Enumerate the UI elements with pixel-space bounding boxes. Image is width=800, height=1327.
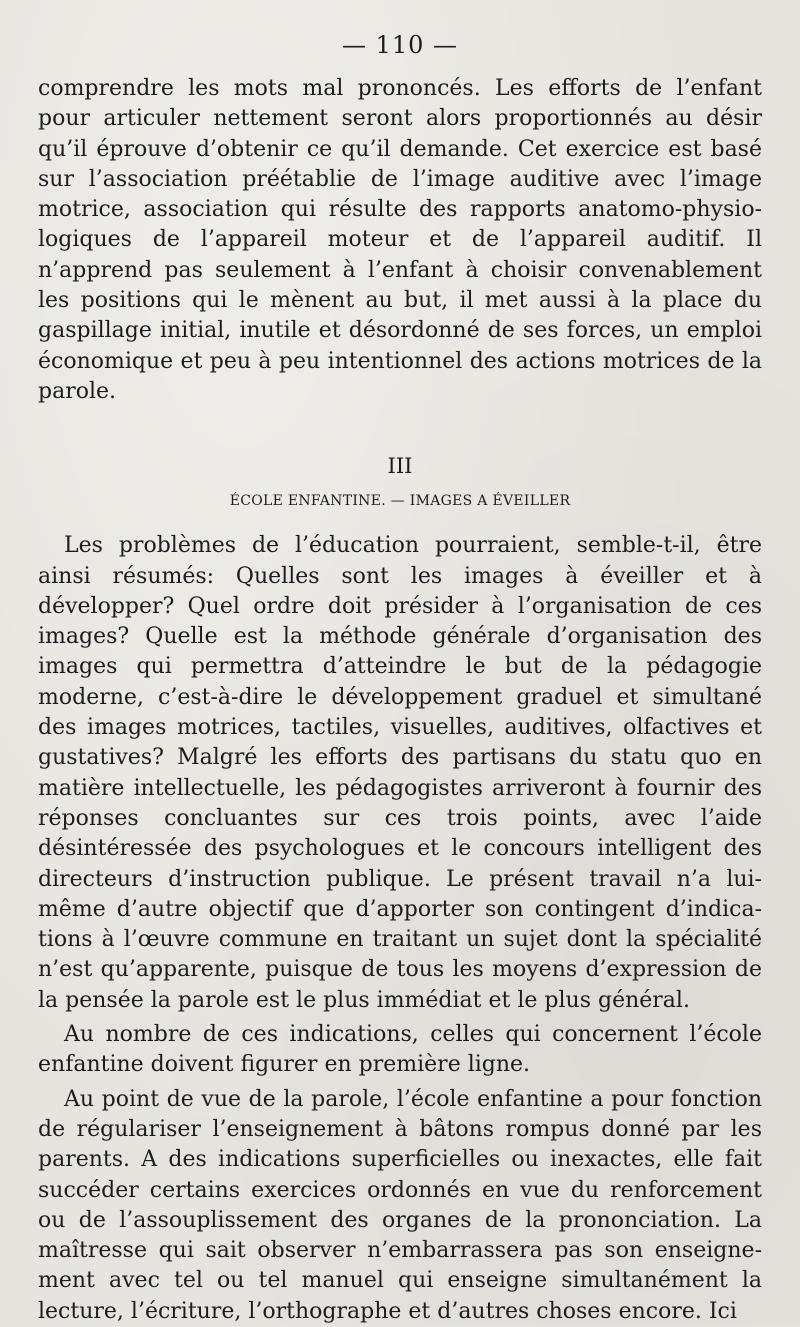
paragraph-indications: Au nombre de ces indications, celles qui concernent l’école enfantine doivent figurer en première ligne.: [38, 1022, 762, 1078]
section-number: III: [387, 454, 413, 479]
paragraph-ecole-enfantine: Au point de vue de la parole, l’école enfantine a pour fonction de régulariser l’enseignement à bâtons rompus donné par les parents. A des indications superficielles ou inexactes, elle fait succéder certains exercices ordonnés en vue du renforcement ou de l’assouplissement des organes de la prononciation. La maîtresse qui sait observer n’embarrassera pas son enseignement avec tel ou tel manuel qui enseigne simultanément la lecture, l’écriture, l’orthographe et d’autres choses encore. Ici: [38, 1086, 762, 1324]
section-title: ÉCOLE ENFANTINE. — IMAGES A ÉVEILLER: [229, 493, 571, 510]
paragraph-problems: Les problèmes de l’éducation pourraient, semble-t-il, être ainsi résumés: Quelles sont les images à éveiller et à développer? Quel ordre doit présider à l’organisation de ces images? Quelle est la méthode générale d’organisation des images qui permettra d’atteindre le but de la pédagogie moderne, c’est-à-dire le développement graduel et simultané des images motrices, tactiles, visuelles, auditives, olfactives et gustatives? Malgré les efforts des partisans du statu quo en matière intellectuelle, les pédagogistes arriveront à fournir des réponses concluantes sur ces trois points, avec l’aide désintéressée des psychologues et le concours intelligent des directeurs d’instruction publique. Le présent travail n’a lui-même d’autre objectif que d’apporter son contingent d’indications à l’œuvre commune en traitant un sujet dont la spécialité n’est qu’apparente, puisque de tous les moyens d’expression de la pensée la parole est le plus immédiat et le plus général.: [38, 533, 762, 1013]
page-number: — 110 —: [341, 31, 459, 59]
paragraph-continued: comprendre les mots mal prononcés. Les efforts de l’enfant pour articuler nettement seront alors proportionnés au désir qu’il éprouve d’obtenir ce qu’il demande. Cet exercice est basé sur l’association préétablie de l’image auditive avec l’image motrice, association qui résulte des rapports anatomo-physiologiques de l’appareil moteur et de l’appareil auditif. Il n’apprend pas seulement à l’enfant à choisir convenablement les positions qui le mènent au but, il met aussi à la place du gaspillage initial, inutile et désordonné de ses forces, un emploi économique et peu à peu intentionnel des actions motrices de la parole.: [38, 76, 762, 404]
